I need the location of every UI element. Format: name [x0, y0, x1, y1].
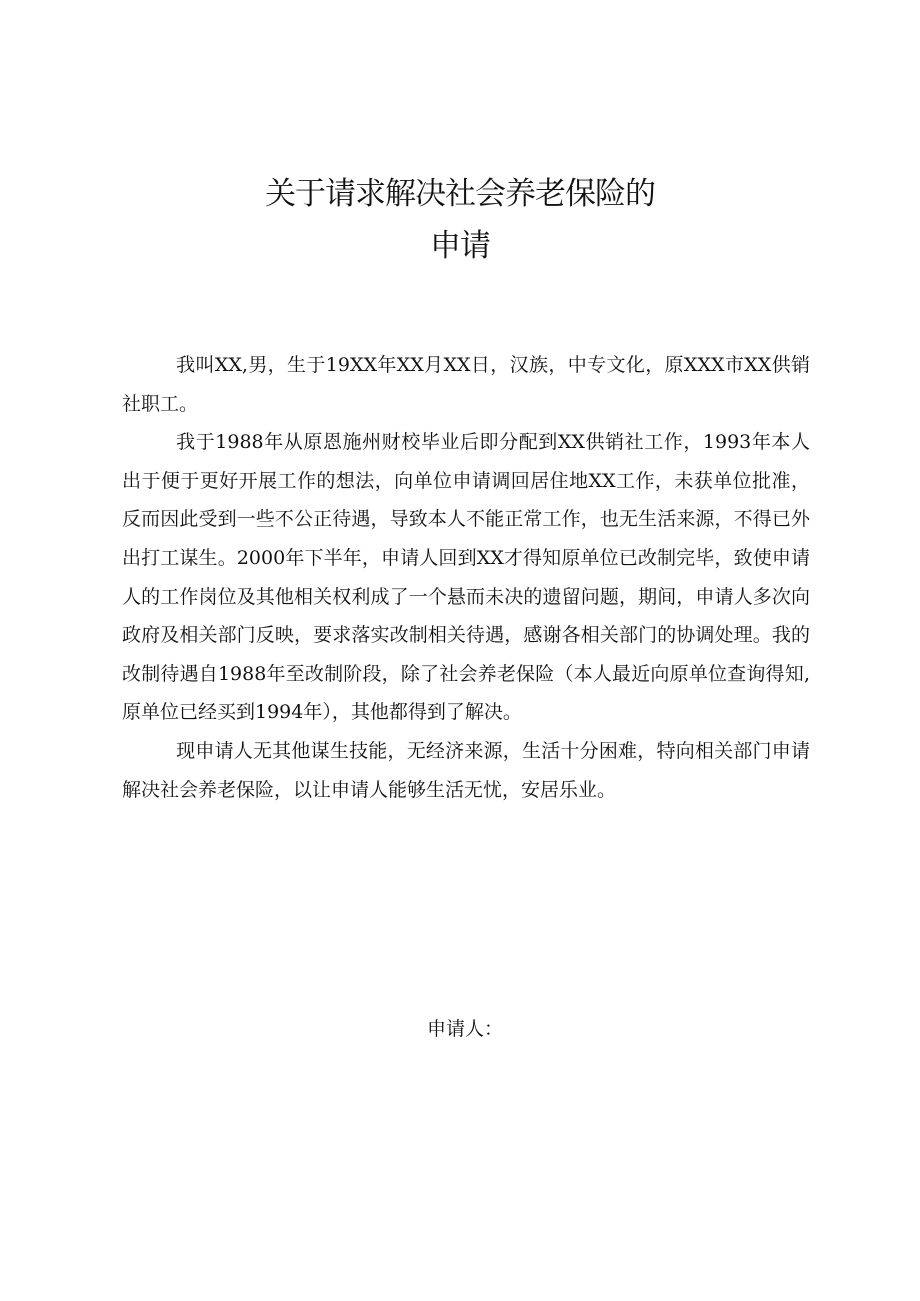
title-line-1: 关于请求解决社会养老保险的	[265, 176, 655, 212]
paragraph-personal-info: 我叫XX,男，生于19XX年XX月XX日，汉族，中专文化，原XXX市XX供销社职工。	[122, 354, 810, 415]
document-title	[0, 168, 920, 272]
document-body	[122, 346, 810, 809]
paragraph-background: 我于1988年从原恩施州财校毕业后即分配到XX供销社工作，1993年本人出于便于更好开展工作的想法，向单位申请调回居住地XX工作，未获单位批准，反而因此受到一些不公正待遇，导致本人不能正常工作，也无生活来源，不得已外出打工谋生。2000年下半年，申请人回到XX才得知原单位已改制完毕，致使申请人的工作岗位及其他相关权利成了一个悬而未决的遗留问题，期间，申请人多次向政府及相关部门反映，要求落实改制相关待遇，感谢各相关部门的协调处理。我的改制待遇自1988年至改制阶段，除了社会养老保险（本人最近向原单位查询得知,原单位已经买到1994年），其他都得到了解决。	[122, 431, 810, 724]
paragraph-request: 现申请人无其他谋生技能，无经济来源，生活十分困难，特向相关部门申请解决社会养老保险，以让申请人能够生活无忧，安居乐业。	[122, 739, 810, 801]
signature-label: 申请人：	[427, 1018, 504, 1040]
title-line-2: 申请	[430, 228, 490, 264]
